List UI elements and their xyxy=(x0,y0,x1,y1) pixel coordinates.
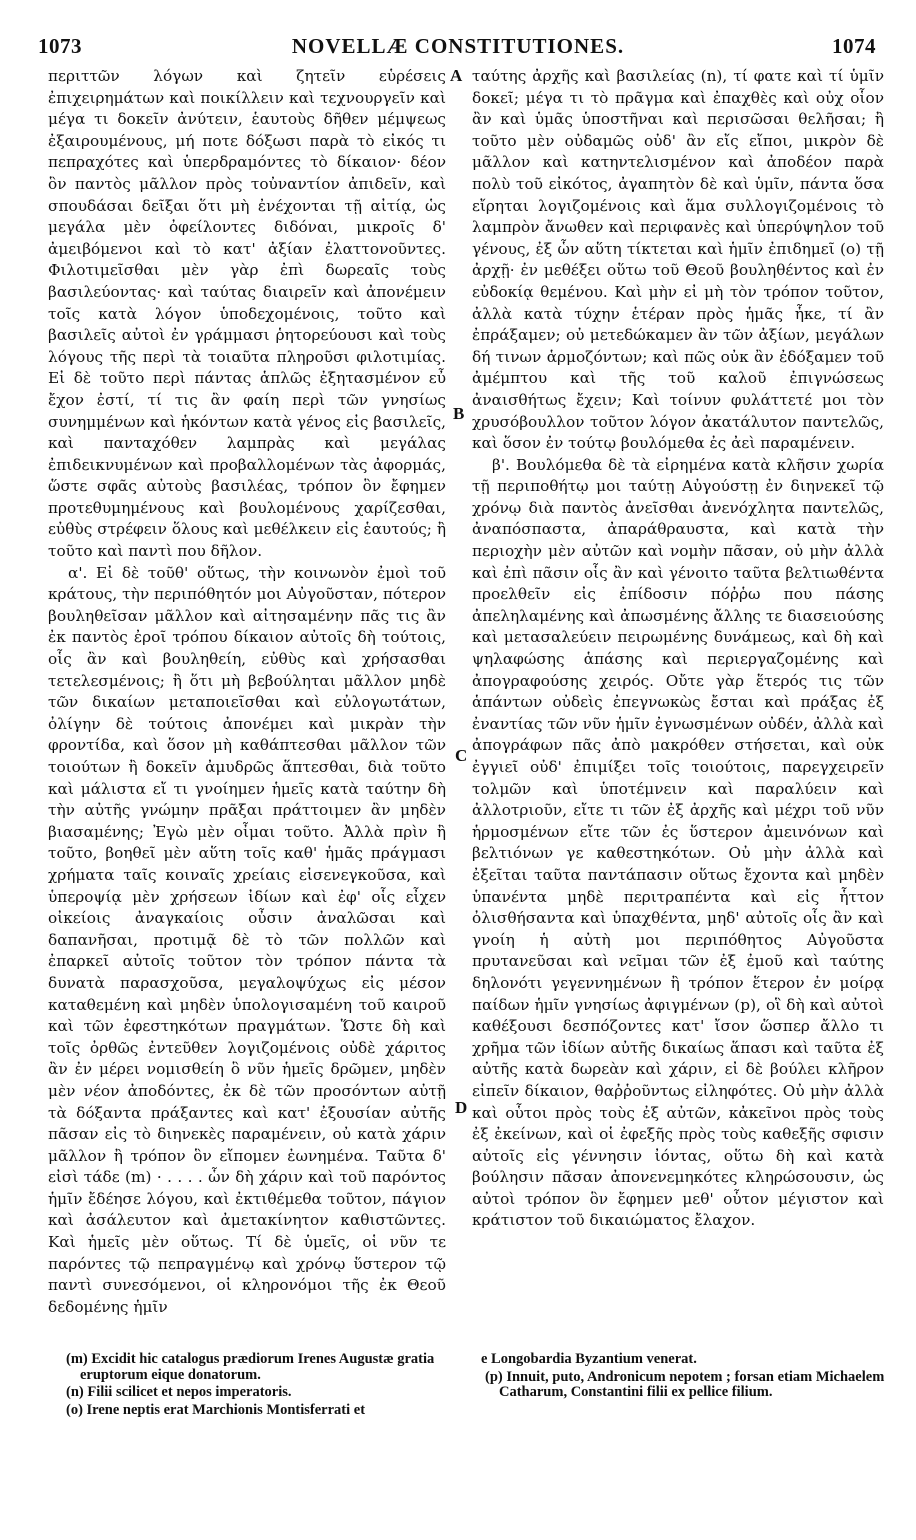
margin-letter-b: B xyxy=(453,404,465,423)
footnote-p: (p) Innuit, puto, Andronicum nepotem ; forsan etiam Michaelem Catharum, Constantini filii ex pellice filium. xyxy=(485,1368,885,1400)
left-paragraph-1: περιττῶν λόγων καὶ ζητεῖν εὑρέσεις ἐπιχειρημάτων καὶ ποικίλλειν καὶ τεχνουργεῖν καὶ μέγα τι δοκεῖν ἀνύτειν, ἑαυτοὺς δῆθεν μέμψεως ἐξαιρουμένους, μή ποτε δόξωσι παρὰ τὸ εἰκός τι πεπραχότες καὶ ὑπερδραμόντες τὸ δίκαιον· δέον ὃν παντὸς μᾶλλον πρὸς τοὐναντίον ἀπιδεῖν, καὶ σπουδάσαι δεῖξαι ὅτι μὴ ἐνέχονται τῇ αἰτίᾳ, ὡς μεγάλα μὲν ὀφείλοντες διδόναι, μικροῖς δ' ἀμειβόμενοι καὶ τὸ κατ' ἀξίαν ἐλαττονοῦντες. Φιλοτιμεῖσθαι μὲν γὰρ ἐπὶ δωρεαῖς τοὺς βασιλεύοντας· καὶ ταύτας διαιρεῖν καὶ ἀπονέμειν τοῖς κατὰ λόγον ὑποδεχομένοις, τοῦτο καὶ βασιλεῖς αὐτοὶ ἐν γράμμασι ῥητορεύουσι καὶ τοὺς λόγους τῆς περὶ τὰ τοιαῦτα πληροῦσι φιλοτιμίας. Εἰ δὲ τοῦτο περὶ πάντας ἁπλῶς ἐξητασμένον εὖ ἔχον ἐστί, τί τις ἂν φαίη περὶ τῶν γνησίως συνημμένων καὶ ἡκόντων κατὰ γένος εἰς βασιλεῖς, καὶ πανταχόθεν λαμπρὰς καὶ μεγάλας ἐπιδεικνυμένων καὶ προβαλλομένων τὰς ἀφορμάς, ὥστε σφᾶς αὐτοὺς βασιλέας, τρόπον ὃν ἔφημεν προτεθυμημένους καὶ βουλομένους χαρίζεσθαι, εὐθὺς στρέφειν ὅλους καὶ μεθέλκειν εἰς ἑαυτούς; ἢ τοῦτο καὶ παντὶ που δῆλον. xyxy=(48,67,446,561)
right-paragraph-2: β'. Βουλόμεθα δὲ τὰ εἰρημένα κατὰ κλῆσιν χωρία τῇ περιποθήτῳ μοι ταύτῃ Αὐγούστῃ ἐν διηνεκεῖ τῷ χρόνῳ διὰ παντὸς ἀνεῖσθαι ἀνενόχλητα παντελῶς, ἀναπόσπαστα, ἀπαράθραυστα, καὶ κατὰ τὴν περιοχὴν μὲν αὐτῶν καὶ νομὴν πᾶσαν, οὐ μὴν ἀλλὰ καὶ ἐπὶ πᾶσιν οἷς ἂν καὶ γένοιτο ταῦτα βελτιωθέντα προελθεῖν εἰς ἐπίδοσιν πόῤῥω που πάσης ἀπεληλαμένης καὶ ἀπωσμένης ἄλλης τε διασειούσης καὶ μετασαλεύειν πειρωμένης δυνάμεως, καὶ δὴ καὶ ψηλαφώσης ἁπάσης καὶ περιεργαζομένης καὶ ἀπογραφούσης χειρός. Οὔτε γὰρ ἕτερός τις τῶν ἁπάντων οὐδεὶς ἐπεγνωκὼς ἔσται καὶ πράξας ἐξ ἐναντίας τῶν νῦν ἡμῖν ἐγνωσμένων οὐδέν, ἀλλὰ καὶ ἀπογράφων πᾶς ἀπὸ μακρόθεν στήσεται, καὶ οὐκ ἐγγιεῖ οὐδ' ἐπιμίξει τοῖς τοιούτοις, παρεγχειρεῖν τολμῶν καὶ ὑποτέμνειν καὶ παραλύειν καὶ ἀλλοτριοῦν, εἴτε τι τῶν ἐξ ἀρχῆς καὶ μέχρι τοῦ νῦν ἡρμοσμένων εἴτε τῶν ἐς ὕστερον ἀμεινόνων καὶ βελτιόνων γε καθεστηκότων. Οὐ μὴν ἀλλὰ καὶ ἐξεῖται ταῦτα παντάπασιν οὕτως ἔχοντα καὶ μηδὲν ὑπανέντα μηδὲ περιτραπέντα καὶ εἰς ἧττον ὀλισθήσαντα καὶ ὑπαχθέντα, μηδ' αὐτοῖς οἷς ἂν καὶ γνοίη ἡ αὐτὴ μοι περιπόθητος Αὐγοῦστα πρυτανεῦσαι καὶ νεῖμαι τῶν ἐξ ἐμοῦ καὶ ταύτης δηλονότι γεγεννημένων ἢ τρόπον ἕτερον ἐν μοίρᾳ παίδων ἡμῖν γνησίως ἀφιγμένων (p), οἳ δὴ καὶ αὐτοὶ καθέξουσι δεσπόζοντες κατ' ἴσον ὥσπερ ἄλλο τι χρῆμα τῶν ἰδίων αὐτῆς δικαίως ἅπασι καὶ ταῦτα ἐξ αὐτῆς κατὰ δωρεὰν καὶ χάριν, εἰ δὲ βούλει κλῆρον εἰπεῖν δίκαιον, θαῤῥοῦντως εἰληφότες. Οὐ μὴν ἀλλὰ καὶ οὗτοι πρὸς τοὺς ἐξ αὐτῶν, κἀκεῖνοι πρὸς τοὺς ἐξ ἐκείνων, καὶ οἱ ἐφεξῆς πρὸς τοὺς καθεξῆς σφισιν αὐτοῖς εἰς γέννησιν ἰόντας, οὕτω δὴ καὶ κατὰ βούλησιν πᾶσαν ἀπονενεμηκότες κληρώσουσιν, ὡς αὐτοὶ τρόπον ὃν ἔφημεν μεθ' οὗτον μέγιστον καὶ κράτιστον τοῦ δικαιώματος ἔλαχον. xyxy=(472,455,884,1230)
right-column xyxy=(472,66,884,1341)
running-title: NOVELLÆ CONSTITUTIONES. xyxy=(291,34,625,58)
footnotes-right xyxy=(481,1352,891,1403)
left-page-number: 1073 xyxy=(38,34,82,58)
margin-letter-d: D xyxy=(455,1098,468,1117)
footnote-o-continued: e Longobardia Byzantium venerat. xyxy=(481,1351,697,1367)
footnote-n: (n) Filii scilicet et nepos imperatoris. xyxy=(66,1384,292,1400)
footnote-m: (m) Excidit hic catalogus prædiorum Irenes Augustæ gratia eruptorum eique donatorum. xyxy=(66,1351,435,1383)
footnote-o: (o) Irene neptis erat Marchionis Montisferrati et xyxy=(66,1401,366,1418)
right-paragraph-1: ταύτης ἀρχῆς καὶ βασιλείας (n), τί φατε καὶ τί ὑμῖν δοκεῖ; μέγα τι τὸ πρᾶγμα καὶ ἐπαχθὲς καὶ οὐχ οἷον ἂν καὶ ὑμᾶς ὑποστῆναι καὶ περισῶσαι θελῆσαι; ἢ τοῦτο μὲν οὐδαμῶς οὐδ' ἂν εἴς εἴποι, μικρὸν δὲ μᾶλλον καὶ κατηντελισμένον καὶ ἀποδέον παρὰ πολὺ τοῦ εἰκότος, ἀγαπητὸν δὲ καὶ ὑμῖν, πάντα ὅσα εἴρηται λογιζομένοις καὶ ἅμα συλλογιζομένοις τὸ λαμπρὸν ἄνωθεν καὶ περιφανὲς καὶ ὑπερύψηλον τοῦ γένους, ἐξ ὧν αὕτη τίκτεται καὶ ἡμῖν ἐπιδημεῖ (o) τῇ ἀρχῇ· ἐν μεθέξει οὕτω τοῦ Θεοῦ βουληθέντος καὶ ἐν εὐδοκίᾳ θεμένου. Καὶ μὴν εἰ μὴ τὸν τρόπον τοῦτον, ἀλλὰ κατὰ τύχην ἑτέραν πρὸς ἡμᾶς ἧκε, τί ἂν ἐπράξαμεν; οὐ μετεδώκαμεν ἂν τῶν ἀξίων, μεγάλων δή τινων ἁρμοζόντων; καὶ πῶς οὐκ ἂν ἐδόξαμεν τοῦ ἀμέμπτου καὶ τῆς τοῦ καλοῦ ἐπιγνώσεως ἀναισθήτως ἔχειν; Καὶ τοίνυν φυλάττετέ μοι τὸν χρυσόβουλλον τοῦτον λόγον ἀκατάλυτον παντελῶς, καὶ ὅσον ἐν τούτῳ βουλόμεθα ἐς ἀεὶ παραμένειν. xyxy=(472,67,884,453)
margin-letter-a: A xyxy=(450,66,463,85)
margin-letter-c: C xyxy=(455,746,468,765)
right-page-number: 1074 xyxy=(832,34,876,58)
footnotes-left xyxy=(62,1352,454,1420)
left-column xyxy=(48,66,446,1341)
left-paragraph-2: α'. Εἰ δὲ τοῦθ' οὕτως, τὴν κοινωνὸν ἐμοὶ τοῦ κράτους, τὴν περιπόθητόν μοι Αὐγοῦσταν, πότερον βουληθεῖσαν μᾶλλον καὶ αἰτησαμένην πᾶς τις ἂν ἐκ παντὸς ἐροῖ τρόπου δίκαιον αὐτοῖς δὴ τούτοις, οἷς ἂν καὶ βουληθείη, εὐθὺς καὶ χρήσασθαι τετελεσμένοις; ἢ ὅτι μὴ βεβούληται μᾶλλον μηδὲ τῶν δικαίων μεταποιεῖσθαι καὶ εὐλογωτάτων, ὀλίγην δὲ τούτοις ἀπονέμει καὶ μικρὰν τὴν φροντίδα, καὶ ὅσον μὴ καθάπτεσθαι μᾶλλον τῶν τοιούτων ἢ δοκεῖν ἀμυδρῶς ἅπτεσθαι, διὰ τοῦτο καὶ μάλιστα εἴ τι γνοίημεν ἡμεῖς κατὰ ταύτην δὴ τὴν αὐτῆς γνώμην πρᾶξαι πράττοιμεν ἂν μηδὲν βιασαμένης; Ἐγὼ μὲν οἶμαι τοῦτο. Ἀλλὰ πρὶν ἢ τοῦτο, βοηθεῖ μὲν αὕτη τοῖς καθ' ἡμᾶς πράγμασι χρήματα ταῖς κοιναῖς χρείαις εἰσενεγκοῦσα, καὶ ὑπεροψίᾳ μὲν χρήσεων ἰδίων καὶ ἐφ' οἷς εἶχεν οἰκείοις ἀναγκαίοις οὖσιν ἀναλῶσαι καὶ δαπανῆσαι, προτιμᾷ δὲ τὸ τῶν πολλῶν καὶ ἐπαρκεῖ αὐτοῖς τοῦτον τὸν τρόπον πάντα τὰ δυνατὰ παρασχοῦσα, μεγαλοψύχως εἰς μέσον καταθεμένη καὶ μηδὲν ὑπολογισαμένη τοῦ καιροῦ καὶ τῶν ἐφεστηκότων πραγμάτων. Ὥστε δὴ καὶ τοῖς ὀρθῶς ἐντεῦθεν λογιζομένοις οὐδὲ χάριτος ἂν ἐν μέρει νομισθείη ὃ νῦν ἡμεῖς δρῶμεν, μηδὲν μὲν νέον ἀποδόντες, ἐκ δὲ τῶν προσόντων αὐτῇ τὰ δόξαντα πράξαντες καὶ κατ' ἐξουσίαν αὐτῆς πᾶσαν εἰς τὸ διηνεκὲς παραμένειν, οὐ κατὰ χάριν μᾶλλον ἢ τρόπον ὃν εἴπομεν ἐωνημένα. Ταῦτα δ' εἰσὶ τάδε (m) · . . . . ὧν δὴ χάριν καὶ τοῦ παρόντος ἡμῖν ἔδέησε λόγου, καὶ ἐκτιθέμεθα τοῦτον, πάγιον καὶ ἀσάλευτον καὶ ἀμετακίνητον καθιστῶντες. Καὶ ἡμεῖς μὲν οὕτως. Τί δὲ ὑμεῖς, οἱ νῦν τε παρόντες τῷ πεπραγμένῳ καὶ χρόνῳ ὕστερον τῷ παντὶ συνεσόμενοι, οἱ κληρονόμοι τῆς ἐκ Θεοῦ δεδομένης ἡμῖν xyxy=(48,563,446,1316)
